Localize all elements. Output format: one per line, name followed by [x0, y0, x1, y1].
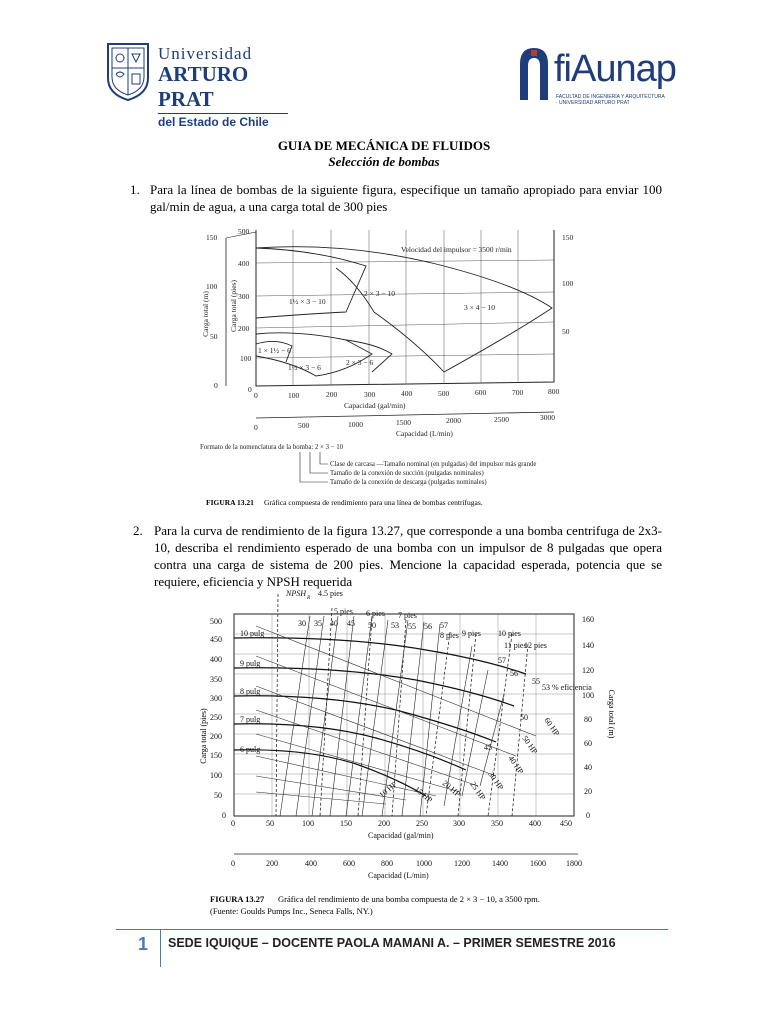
fig1-nomenclature-item: Tamaño de la conexión de descarga (pulgadas nominales) — [330, 479, 487, 486]
fia-subtitle: FACULTAD DE INGENIERÍA Y ARQUITECTURA · UNIVERSIDAD ARTURO PRAT — [556, 94, 665, 106]
fig2-impeller-label: 9 pulg — [240, 659, 261, 668]
uap-line3: del Estado de Chile — [158, 113, 288, 129]
fig2-x-gal-tick: 250 — [416, 819, 428, 828]
fig2-x-lmin-tick: 1600 — [530, 859, 546, 868]
fig2-m-tick: 20 — [584, 787, 592, 796]
fig2-m-tick: 160 — [582, 615, 594, 624]
fig2-npsh-value: 10 pies — [498, 629, 521, 638]
fig1-axis-label-m: Carga total (m) — [201, 291, 210, 337]
fig1-m-tick: 0 — [214, 381, 218, 390]
fig2-m-tick: 100 — [582, 691, 594, 700]
fig2-eff-value: 56 — [510, 669, 518, 678]
fig2-hp-label: 20 HP — [440, 778, 462, 799]
fig2-eff-value: 35 — [314, 619, 322, 628]
fig2-x-gal-tick: 450 — [560, 819, 572, 828]
footer-divider — [116, 929, 668, 930]
fig2-x-lmin-tick: 800 — [381, 859, 393, 868]
figure-13-27 — [196, 586, 616, 920]
fig2-eff-value: 55 — [408, 622, 416, 631]
page-subtitle: Selección de bombas — [328, 154, 440, 169]
fia-wordmark: fiAunap — [554, 48, 676, 90]
fig2-x-lmin-tick: 1000 — [416, 859, 432, 868]
fig2-eff-value: 57 — [440, 621, 448, 630]
fig2-ft-tick: 400 — [210, 655, 222, 664]
uap-line2: ARTURO PRAT — [158, 62, 249, 111]
fig2-eff-value: 55 — [532, 677, 540, 686]
question-2-text: Para la curva de rendimiento de la figura 13.27, que corresponde a una bomba centrifuga de 2x3-10, describa el rendimiento esperado de una bomba con un impulsor de 8 pulgadas que opera contra una carga de sistema de 200 pies. Mencione la capacidad esperada, potencia que se requiere, eficiencia y NPSH requerida — [154, 523, 662, 589]
fig2-x-lmin-tick: 0 — [231, 859, 235, 868]
fig2-hp-label: 40 HP — [506, 753, 526, 776]
fig1-m-tick: 50 — [210, 332, 218, 341]
uap-seal-icon — [104, 40, 152, 102]
fig2-npsh-value: 5 pies — [334, 607, 353, 616]
fig1-m-tick: 150 — [206, 233, 218, 242]
fig1-ft-tick: 0 — [248, 385, 252, 394]
fig2-eff-value: 53 — [391, 621, 399, 630]
footer-text: SEDE IQUIQUE – DOCENTE PAOLA MAMANI A. – PRIMER SEMESTRE 2016 — [168, 936, 616, 950]
fig1-ft-tick: 500 — [238, 227, 250, 236]
fig2-npsh-value: 6 pies — [366, 609, 385, 618]
fig1-x-gal-tick: 0 — [254, 391, 258, 400]
fig2-npsh-value: 9 pies — [462, 629, 481, 638]
fig1-x-gal-tick: 300 — [364, 390, 376, 399]
fig1-region: 3 × 4 − 10 — [464, 303, 495, 312]
figure-13-21 — [196, 222, 588, 512]
fig2-npsh-value: 7 pies — [398, 611, 417, 620]
fig2-impeller-label: 6 pulg — [240, 745, 261, 754]
fig1-region: 2 × 3 − 6 — [346, 358, 374, 367]
fig1-x-lmin-label: Capacidad (L/min) — [396, 429, 453, 438]
fig1-region: 1½ × 3 − 6 — [288, 363, 321, 372]
uap-logo — [104, 40, 284, 129]
fig2-x-lmin-tick: 1800 — [566, 859, 582, 868]
fig2-ft-tick: 100 — [210, 771, 222, 780]
fig2-eff-value: 57 — [498, 656, 506, 665]
fig1-x-gal-tick: 500 — [438, 389, 450, 398]
fig2-x-gal-tick: 150 — [340, 819, 352, 828]
fig1-x-gal-tick: 200 — [326, 390, 338, 399]
fig2-npsh-label: NPSH — [286, 589, 306, 598]
fig2-impeller-label: 7 pulg — [240, 715, 261, 724]
fig1-ft-tick: 100 — [240, 354, 252, 363]
fig2-x-gal-tick: 50 — [266, 819, 274, 828]
fig2-ft-tick: 450 — [210, 635, 222, 644]
fia-arch-icon — [514, 42, 554, 102]
fig2-x-gal-tick: 0 — [231, 819, 235, 828]
fig2-x-lmin-tick: 1200 — [454, 859, 470, 868]
fig2-hp-label: 10 HP — [377, 779, 399, 800]
fig2-x-lmin-label: Capacidad (L/min) — [368, 871, 429, 880]
fig2-ft-tick: 50 — [214, 791, 222, 800]
fig2-m-tick: 0 — [586, 811, 590, 820]
fig2-m-tick: 80 — [584, 715, 592, 724]
fig2-x-gal-label: Capacidad (gal/min) — [368, 831, 434, 840]
fig2-x-lmin-tick: 1400 — [492, 859, 508, 868]
fig1-x-gal-tick: 100 — [288, 391, 300, 400]
fig2-hp-label: 15 HP — [412, 784, 434, 805]
fig2-npsh-value: 11 pies — [504, 641, 527, 650]
fig2-x-gal-tick: 100 — [302, 819, 314, 828]
fig2-caption-source: (Fuente: Goulds Pumps Inc., Seneca Falls, NY.) — [210, 906, 373, 916]
fig2-impeller-label: 8 pulg — [240, 687, 261, 696]
fig1-x-lmin-tick: 1500 — [396, 418, 411, 427]
fig2-x-lmin-tick: 400 — [305, 859, 317, 868]
fig1-x-gal-tick: 800 — [548, 387, 560, 396]
fig1-axis-label-ft: Carga total (pies) — [229, 280, 238, 332]
fig2-npsh-value: 8 pies — [440, 631, 459, 640]
page-title: GUIA DE MECÁNICA DE FLUIDOS — [277, 138, 491, 153]
fig2-hp-label: 50 HP — [520, 733, 540, 756]
fig1-nomenclature-title: Formato de la nomenclatura de la bomba: 2 × 3 − 10 — [200, 444, 344, 451]
fig2-hp-label: 60 HP — [542, 715, 562, 738]
fig2-npsh-value: 4.5 pies — [318, 589, 343, 598]
fig2-m-tick: 120 — [582, 666, 594, 675]
fig1-x-lmin-tick: 1000 — [348, 420, 363, 429]
fig2-x-lmin-tick: 200 — [266, 859, 278, 868]
footer-separator — [160, 929, 161, 967]
fig1-ft-tick: 400 — [238, 259, 250, 268]
fig2-eff-value: 50 — [368, 621, 376, 630]
fig1-region: 1 × 1½ − 6 — [258, 346, 291, 355]
fig2-hp-label: 30 HP — [486, 769, 506, 792]
fig2-npsh-sub: R — [307, 595, 311, 601]
fig1-x-gal-tick: 600 — [475, 388, 487, 397]
fig1-speed-label: Velocidad del impulsor = 3500 r/min — [401, 245, 512, 254]
fig1-nomenclature-item: Tamaño de la conexión de succión (pulgadas nominales) — [330, 470, 484, 477]
uap-line1: Universidad — [158, 44, 253, 63]
fig1-caption-label: FIGURA 13.21 — [206, 498, 254, 507]
question-1-text: Para la línea de bombas de la siguiente figura, especifique un tamaño apropiado para enviar 100 gal/min de agua, a una carga total de 300 pies — [150, 182, 662, 214]
fig2-m-tick: 140 — [582, 641, 594, 650]
fig2-eff-value: 53 % eficiencia — [542, 683, 592, 692]
fig2-eff-value: 30 — [298, 619, 306, 628]
fig2-ft-tick: 300 — [210, 694, 222, 703]
fig2-eff-value: 50 — [520, 713, 528, 722]
fig2-hp-label: 25 HP — [468, 779, 488, 802]
fig2-ft-tick: 250 — [210, 713, 222, 722]
fig1-x-lmin-tick: 500 — [298, 421, 310, 430]
fig2-x-gal-tick: 200 — [378, 819, 390, 828]
fig1-x-gal-label: Capacidad (gal/min) — [344, 401, 406, 410]
fig2-caption-text: Gráfica del rendimiento de una bomba compuesta de 2 × 3 − 10, a 3500 rpm. — [278, 894, 540, 904]
fig1-ft-tick: 300 — [238, 292, 250, 301]
fig1-caption-text: Gráfica compuesta de rendimiento para una línea de bombas centrífugas. — [264, 498, 483, 507]
fig1-right-tick: 150 — [562, 233, 574, 242]
question-2-number: 2. — [133, 523, 143, 538]
fig1-ft-tick: 200 — [238, 324, 250, 333]
fig2-impeller-label: 10 pulg — [240, 629, 265, 638]
uap-wordmark — [158, 44, 288, 129]
fig2-ft-tick: 350 — [210, 675, 222, 684]
fig2-eff-value: 56 — [424, 622, 432, 631]
fig2-eff-value: 45 — [347, 619, 355, 628]
fig1-right-tick: 100 — [562, 279, 574, 288]
fig2-npsh-value: 12 pies — [524, 641, 547, 650]
fig1-x-lmin-tick: 3000 — [540, 413, 555, 422]
fig1-x-lmin-tick: 2000 — [446, 416, 461, 425]
fig2-ft-tick: 500 — [210, 617, 222, 626]
fig2-x-lmin-tick: 600 — [343, 859, 355, 868]
fig2-x-gal-tick: 300 — [453, 819, 465, 828]
fig1-region: 1½ × 3 − 10 — [289, 297, 326, 306]
page-number: 1 — [138, 934, 149, 954]
fig1-x-lmin-tick: 0 — [254, 423, 258, 432]
fig1-region: 2 × 3 − 10 — [364, 289, 395, 298]
fig2-x-gal-tick: 400 — [529, 819, 541, 828]
fig2-right-axis-label: Carga total (m) — [607, 689, 616, 739]
fig1-x-lmin-tick: 2500 — [494, 415, 509, 424]
fig2-eff-value: 40 — [330, 619, 338, 628]
fig2-ft-tick: 0 — [222, 811, 226, 820]
fig2-caption-label: FIGURA 13.27 — [210, 894, 265, 904]
fig1-right-tick: 50 — [562, 327, 570, 336]
fig2-x-gal-tick: 350 — [491, 819, 503, 828]
fig2-left-axis-label: Carga total (pies) — [199, 708, 208, 764]
fig2-eff-value: 45 — [484, 743, 492, 752]
fig1-x-gal-tick: 700 — [512, 388, 524, 397]
fig1-m-tick: 100 — [206, 282, 218, 291]
fig2-m-tick: 40 — [584, 763, 592, 772]
fig2-m-tick: 60 — [584, 739, 592, 748]
fig2-ft-tick: 150 — [210, 751, 222, 760]
fia-unap-logo — [514, 42, 676, 112]
fig1-nomenclature-item: Clase de carcasa —Tamaño nominal (en pulgadas) del impulsor más grande — [330, 461, 537, 468]
fig1-x-gal-tick: 400 — [401, 389, 413, 398]
fig2-ft-tick: 200 — [210, 732, 222, 741]
question-1-number: 1. — [130, 182, 140, 197]
